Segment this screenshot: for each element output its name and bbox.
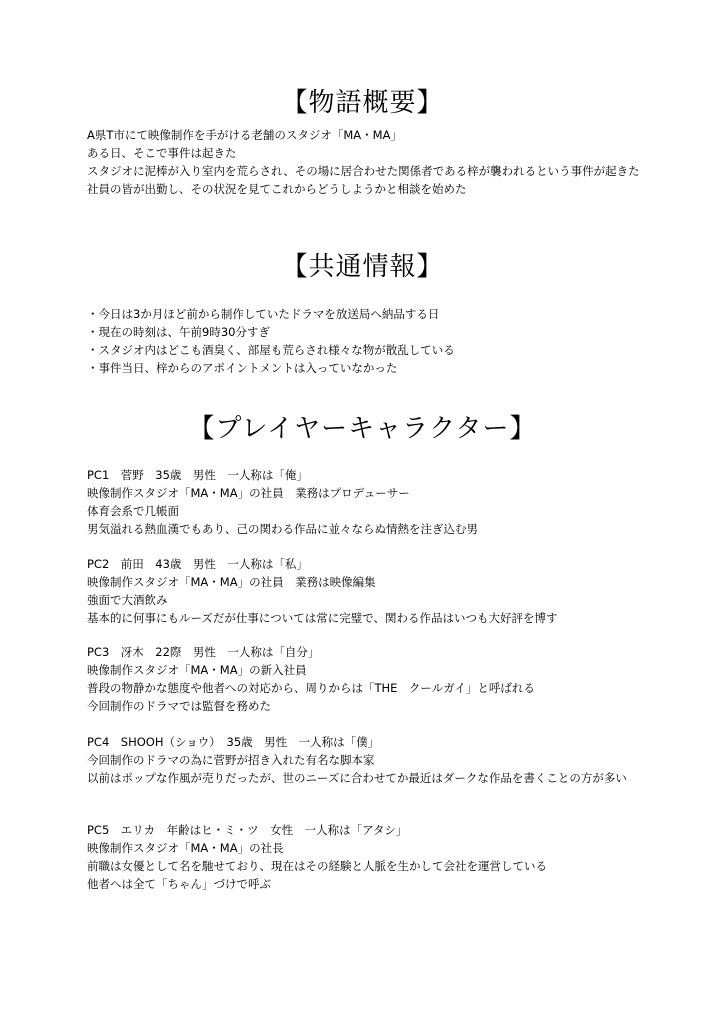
- character-line: 男気溢れる熱血漢でもあり、己の関わる作品に並々ならぬ情熱を注ぎ込む男: [87, 522, 478, 536]
- character-line: PC5 エリカ 年齢はヒ・ミ・ツ 女性 一人称は「アタシ」: [87, 823, 408, 837]
- character-line: PC4 SHOOH（ショウ） 35歳 男性 一人称は「僕」: [87, 735, 380, 749]
- character-line: PC3 冴木 22際 男性 一人称は「自分」: [87, 645, 320, 659]
- summary-line: ある日、そこで事件は起きた: [87, 146, 237, 160]
- character-pc5: [87, 821, 647, 893]
- character-line: 映像制作スタジオ「MA・MA」の社員 業務はプロデューサー: [87, 486, 410, 500]
- character-line: 映像制作スタジオ「MA・MA」の新入社員: [87, 663, 307, 677]
- character-line: 他者へは全て「ちゃん」づけで呼ぶ: [87, 877, 271, 891]
- character-line: 基本的に何事にもルーズだが仕事については常に完璧で、関わる作品はいつも大好評を博す: [87, 611, 558, 625]
- common-heading: 【共通情報】: [281, 252, 444, 282]
- summary-line: スタジオに泥棒が入り室内を荒らされ、その場に居合わせた関係者である梓が襲われるという事件が起きた: [87, 164, 640, 178]
- common-line: ・現在の時刻は、午前9時30分すぎ: [87, 325, 270, 339]
- character-line: PC2 前田 43歳 男性 一人称は「私」: [87, 557, 308, 571]
- character-line: 映像制作スタジオ「MA・MA」の社員 業務は映像編集: [87, 575, 376, 589]
- character-line: 今回制作のドラマでは監督を務めた: [87, 699, 271, 713]
- character-line: 前職は女優として名を馳せており、現在はその経験と人脈を生かして会社を運営している: [87, 859, 547, 873]
- common-line: ・事件当日、梓からのアポイントメントは入っていなかった: [87, 361, 398, 375]
- summary-heading: 【物語概要】: [281, 88, 444, 118]
- summary-text: [87, 126, 647, 198]
- common-line: ・スタジオ内はどこも酒臭く、部屋も荒らされ様々な物が散乱している: [87, 343, 455, 357]
- character-pc4: [87, 733, 647, 787]
- character-line: 今回制作のドラマの為に菅野が招き入れた有名な脚本家: [87, 753, 375, 767]
- character-line: PC1 菅野 35歳 男性 一人称は「俺」: [87, 468, 308, 482]
- character-line: 以前はポップな作風が売りだったが、世のニーズに合わせてか最近はダークな作品を書くことの方が多い: [87, 771, 627, 785]
- character-pc3: [87, 643, 647, 715]
- character-pc1: [87, 466, 647, 538]
- common-text: [87, 305, 647, 377]
- character-line: 映像制作スタジオ「MA・MA」の社長: [87, 841, 284, 855]
- players-heading: 【プレイヤーキャラクター】: [188, 414, 537, 444]
- character-line: 強面で大酒飲み: [87, 593, 168, 607]
- summary-line: A県T市にて映像制作を手がける老舗のスタジオ「MA・MA」: [87, 128, 402, 142]
- character-line: 普段の物静かな態度や他者への対応から、周りからは「THE クールガイ」と呼ばれる: [87, 681, 535, 695]
- character-line: 体育会系で几帳面: [87, 504, 179, 518]
- character-pc2: [87, 555, 647, 627]
- summary-line: 社員の皆が出勤し、その状況を見てこれからどうしようかと相談を始めた: [87, 182, 467, 196]
- common-line: ・今日は3か月ほど前から制作していたドラマを放送局へ納品する日: [87, 307, 440, 321]
